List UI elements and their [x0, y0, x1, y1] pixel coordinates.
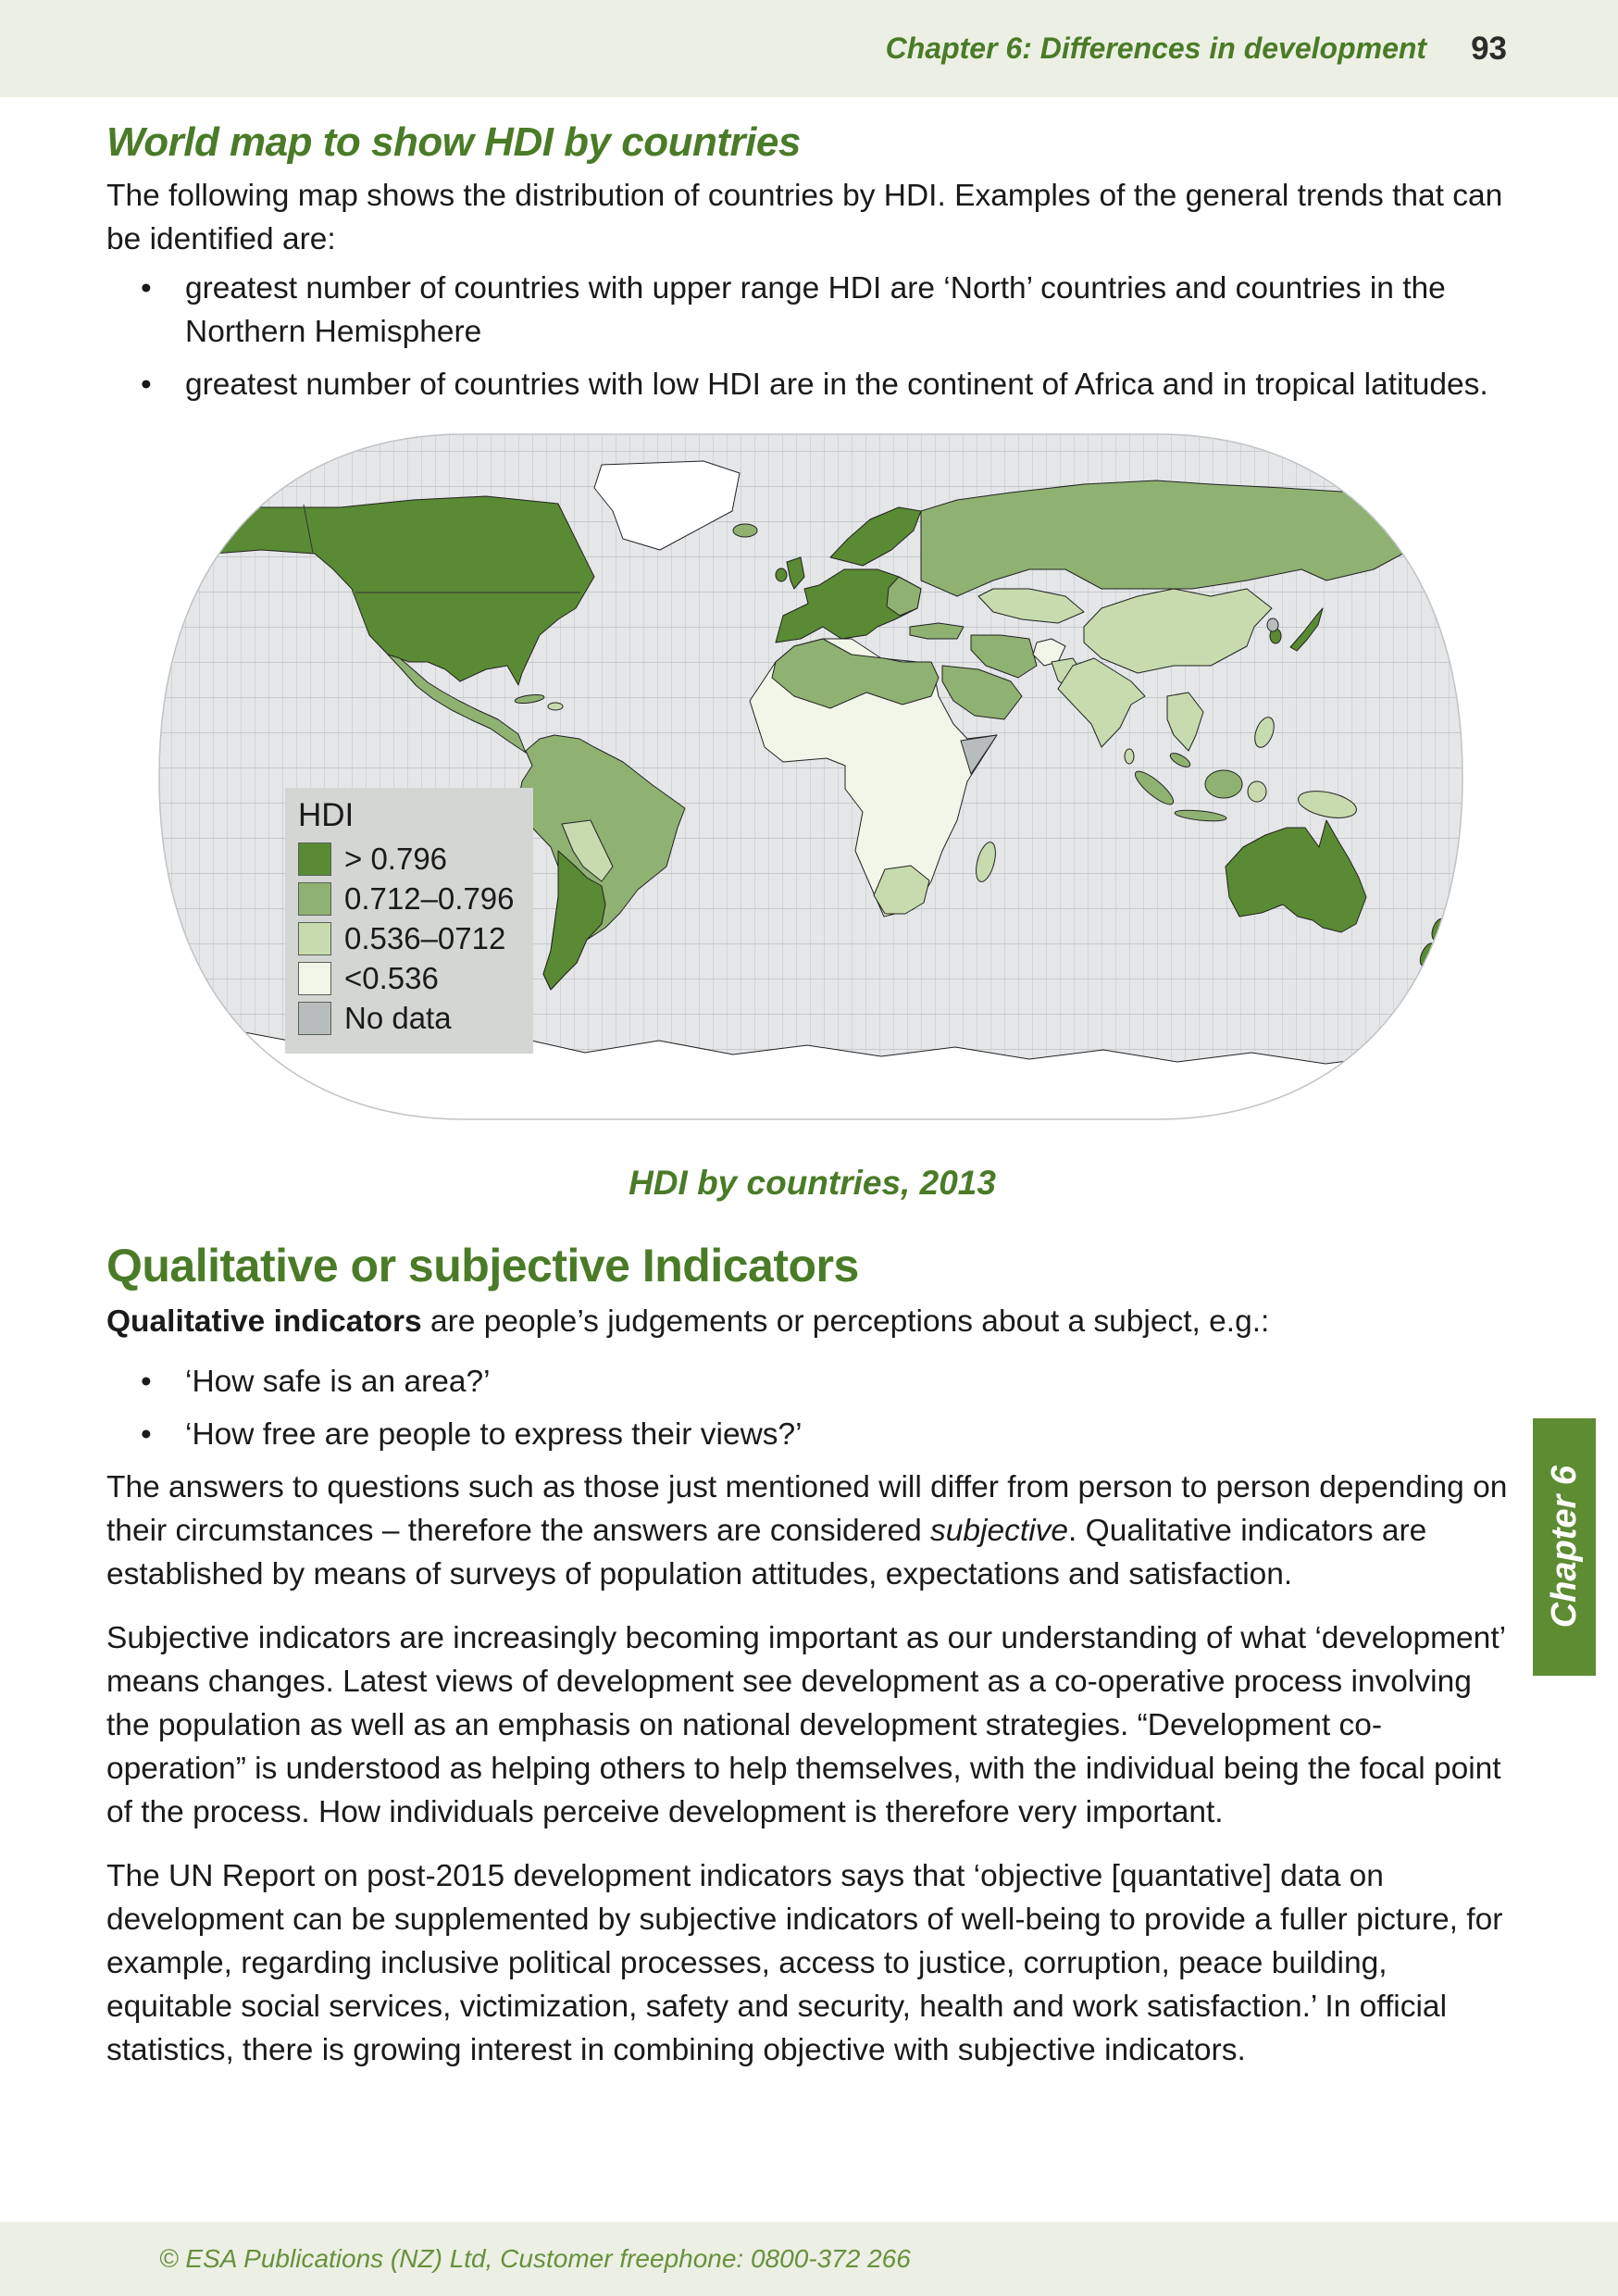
- chapter-tab-label: Chapter 6: [1544, 1466, 1584, 1628]
- page-footer-band: [0, 2222, 1618, 2296]
- map-north-korea: [1267, 618, 1278, 631]
- list-item: • greatest number of countries with upper range HDI are ‘North’ countries and countries in the Northern Hemisphere: [106, 267, 1518, 354]
- map-trends-list: [106, 267, 1518, 406]
- legend-item: 0.536–0712: [298, 919, 520, 959]
- legend-title: HDI: [298, 796, 355, 833]
- list-item: • ‘How safe is an area?’: [106, 1360, 1518, 1404]
- map-iceland: [733, 524, 757, 537]
- italic-term: subjective: [930, 1514, 1069, 1549]
- section-heading-world-map: World map to show HDI by countries: [106, 119, 801, 165]
- list-item: • greatest number of countries with low HDI are in the continent of Africa and in tropical latitudes.: [106, 363, 1518, 406]
- map-legend: [285, 788, 533, 1054]
- page-body: [0, 119, 1618, 2072]
- chapter-header-title: Chapter 6: Differences in development: [885, 31, 1427, 65]
- bold-term: Qualitative indicators: [106, 1304, 422, 1340]
- section-heading-qualitative: Qualitative or subjective Indicators: [106, 1239, 859, 1292]
- legend-item: <0.536: [298, 959, 520, 999]
- answers-paragraph: The answers to questions such as those just mentioned will differ from person to person depending on their circumstances – therefore the answers are considered subjective. Qualitative indicators are established by means of surveys of population attitudes, expectations and satisfaction.: [106, 1470, 1508, 1592]
- legend-item: > 0.796: [298, 840, 520, 880]
- legend-swatch-lower-mid: [298, 922, 331, 955]
- legend-swatch-low: [298, 962, 331, 995]
- qualitative-questions-list: [106, 1360, 1518, 1456]
- page-header-band: [0, 0, 1618, 97]
- world-map-figure: [88, 416, 1546, 1136]
- map-caption: HDI by countries, 2013: [629, 1163, 996, 1202]
- legend-swatch-high: [298, 842, 331, 876]
- chapter-side-tab: [1533, 1418, 1596, 1676]
- page-number: 93: [1471, 30, 1507, 67]
- legend-item: 0.712–0.796: [298, 880, 520, 919]
- legend-swatch-no-data: [298, 1002, 331, 1035]
- map-borneo: [1205, 770, 1242, 798]
- un-report-paragraph: The UN Report on post-2015 development indicators says that ‘objective [quantative] data on development can be supplemented by subjective indicators of well-being to provide a fuller picture, for example, regarding inclusive political processes, access to justice, corruption, peace building, equitable social services, victimization, safety and security, health and work satisfaction.’ In official statistics, there is growing interest in combining objective with subjective indicators.: [106, 1859, 1503, 2068]
- footer-copyright: © ESA Publications (NZ) Ltd, Customer freephone: 0800-372 266: [159, 2244, 911, 2273]
- map-turkey: [910, 623, 964, 639]
- map-intro-paragraph: The following map shows the distribution of countries by HDI. Examples of the general trends that can be identified are:: [106, 178, 1503, 256]
- list-item: • ‘How free are people to express their views?’: [106, 1413, 1518, 1456]
- subjective-indicators-paragraph: Subjective indicators are increasingly becoming important as our understanding of what ‘development’ means changes. Latest views of development see development as a co-operative process involving the population as well as an emphasis on national development strategies. “Development co-operation” is understood as helping others to help themselves, with the individual being the focal point of the process. How individuals perceive development is therefore very important.: [106, 1621, 1505, 1830]
- qualitative-intro-paragraph: Qualitative indicators are people’s judgements or perceptions about a subject, e.g.:: [106, 1304, 1270, 1340]
- legend-swatch-upper-mid: [298, 882, 331, 916]
- legend-item: No data: [298, 999, 520, 1039]
